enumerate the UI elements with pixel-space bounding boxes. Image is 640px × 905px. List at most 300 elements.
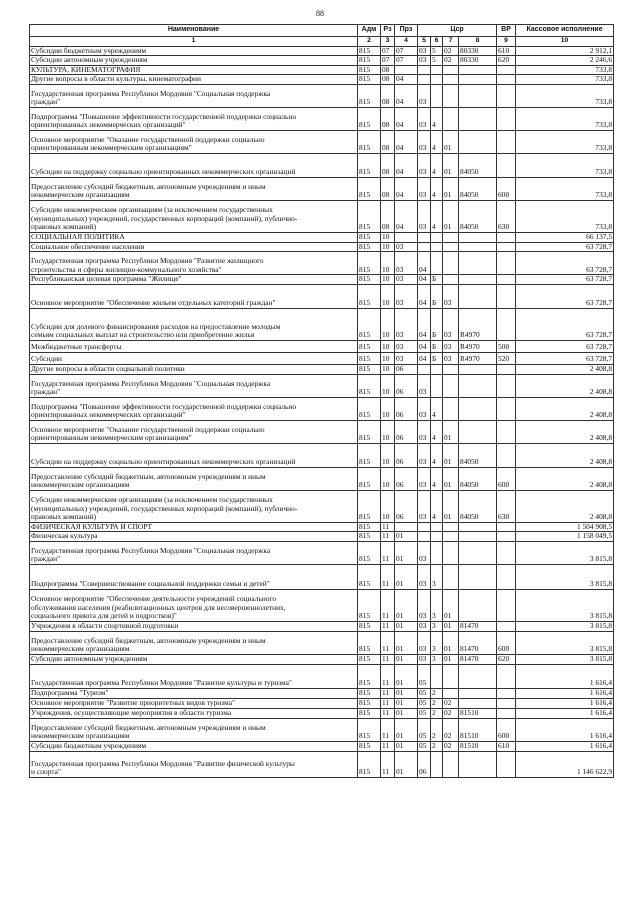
table-row [30,420,614,443]
row-rz: 08 [381,84,395,107]
row-csr-program [418,364,431,374]
row-rz: 11 [381,698,395,708]
row-csr-program: 04 [418,252,431,275]
row-csr-subprogram: 5 [431,46,443,56]
table-row [30,130,614,153]
row-csr-program: 03 [418,467,431,490]
row-adm: 815 [358,46,381,56]
row-csr-subprogram: 4 [431,490,443,522]
table-row [30,352,614,364]
row-prz: 01 [395,589,418,621]
row-csr-subprogram [431,84,443,107]
row-rz: 10 [381,340,395,352]
row-csr-program: 03 [418,107,431,130]
row-csr-subprogram: 4 [431,200,443,232]
row-rz: 08 [381,107,395,130]
table-row [30,631,614,654]
row-prz: 06 [395,374,418,397]
row-adm: 815 [358,308,381,340]
row-amount: 63 728,7 [516,308,614,340]
row-csr-direction: 84050 [459,200,497,232]
row-prz: 01 [395,564,418,589]
row-rz: 08 [381,65,395,75]
table-row [30,741,614,751]
row-csr-measure [443,688,459,698]
row-name: Республиканская целевая программа "Жилище" [30,275,358,285]
table-row [30,397,614,420]
row-csr-direction [459,65,497,75]
row-csr-program [418,75,431,85]
row-csr-measure: 01 [443,443,459,467]
row-name: Государственная программа Республики Мордовия "Развитие физической культуры и спорта" [30,751,358,777]
row-csr-program: 03 [418,397,431,420]
row-csr-measure: 01 [443,467,459,490]
row-rz: 10 [381,252,395,275]
table-body [30,46,614,777]
row-vr: 600 [497,718,516,741]
row-prz: 04 [395,75,418,85]
row-vr [497,153,516,177]
row-csr-subprogram: 2 [431,741,443,751]
row-csr-direction: 84050 [459,467,497,490]
row-vr [497,397,516,420]
row-amount: 733,8 [516,107,614,130]
row-name: СОЦИАЛЬНАЯ ПОЛИТИКА [30,232,358,242]
row-csr-subprogram: 2 [431,688,443,698]
row-amount: 1 616,4 [516,741,614,751]
row-vr: 600 [497,467,516,490]
row-csr-direction [459,532,497,542]
row-name: Подпрограмма "Повышение эффективности государственной поддержки социально ориентированных некоммерческих организаций" [30,397,358,420]
row-csr-measure: 01 [443,654,459,664]
row-prz: 01 [395,541,418,564]
row-csr-measure [443,397,459,420]
row-csr-direction: 84050 [459,490,497,522]
row-adm: 815 [358,541,381,564]
row-vr [497,522,516,532]
table-row [30,522,614,532]
row-prz: 06 [395,490,418,522]
row-prz: 06 [395,420,418,443]
row-rz: 11 [381,522,395,532]
row-vr [497,420,516,443]
row-prz: 01 [395,532,418,542]
header-rz: Рз [381,25,395,37]
row-csr-measure: 03 [443,352,459,364]
row-csr-subprogram: 4 [431,443,443,467]
row-adm: 815 [358,364,381,374]
col-number: 1 [30,37,358,47]
row-csr-subprogram: Б [431,308,443,340]
row-name: Физическая культура [30,532,358,542]
row-csr-program: 03 [418,443,431,467]
table-row [30,664,614,688]
row-amount: 1 158 049,5 [516,532,614,542]
row-csr-subprogram: Б [431,275,443,285]
row-csr-direction [459,252,497,275]
row-csr-measure [443,364,459,374]
row-adm: 815 [358,490,381,522]
row-csr-subprogram: 3 [431,589,443,621]
row-adm: 815 [358,708,381,718]
row-prz: 01 [395,708,418,718]
row-csr-program: 03 [418,153,431,177]
row-csr-measure: 02 [443,718,459,741]
row-vr [497,751,516,777]
row-vr [497,65,516,75]
row-adm: 815 [358,631,381,654]
row-rz: 10 [381,364,395,374]
table-header-row [30,25,614,37]
table-row [30,200,614,232]
row-csr-direction: 84050 [459,177,497,200]
row-csr-measure [443,532,459,542]
row-csr-direction [459,688,497,698]
row-prz: 01 [395,654,418,664]
table-row [30,654,614,664]
row-vr [497,621,516,631]
row-rz: 08 [381,177,395,200]
row-csr-program [418,232,431,242]
row-rz: 10 [381,275,395,285]
row-csr-direction: 81470 [459,631,497,654]
row-name: Другие вопросы в области культуры, кинематографии [30,75,358,85]
row-rz: 10 [381,308,395,340]
row-csr-measure: 03 [443,284,459,308]
row-vr: 620 [497,56,516,66]
row-prz: 03 [395,352,418,364]
row-adm: 815 [358,397,381,420]
row-prz: 03 [395,340,418,352]
row-vr [497,364,516,374]
row-csr-measure [443,374,459,397]
row-amount: 2 408,8 [516,443,614,467]
row-amount: 66 137,5 [516,232,614,242]
row-csr-direction: 81510 [459,718,497,741]
row-amount: 1 616,4 [516,688,614,698]
row-name: Предоставление субсидий бюджетным, автономным учреждениям и иным некоммерческим организациям [30,177,358,200]
row-adm: 815 [358,589,381,621]
table-row [30,340,614,352]
row-csr-measure: 02 [443,698,459,708]
row-adm: 815 [358,84,381,107]
row-rz: 08 [381,130,395,153]
row-csr-measure: 01 [443,177,459,200]
row-csr-direction: 84050 [459,443,497,467]
row-csr-subprogram [431,522,443,532]
row-rz: 11 [381,718,395,741]
row-name: Субсидии автономным учреждениям [30,56,358,66]
row-csr-subprogram [431,232,443,242]
table-row [30,56,614,66]
row-csr-measure: 01 [443,589,459,621]
row-vr: 620 [497,654,516,664]
row-adm: 815 [358,522,381,532]
row-adm: 815 [358,242,381,252]
row-amount: 733,8 [516,200,614,232]
row-name: Учреждения в области спортивной подготовки [30,621,358,631]
row-csr-subprogram [431,751,443,777]
row-amount: 733,8 [516,177,614,200]
row-amount: 1 616,4 [516,708,614,718]
row-csr-subprogram [431,664,443,688]
col-number: 6 [431,37,443,47]
row-amount: 2 408,8 [516,490,614,522]
row-name: Другие вопросы в области социальной политики [30,364,358,374]
row-vr: 630 [497,200,516,232]
row-amount: 1 616,4 [516,698,614,708]
table-row [30,708,614,718]
row-csr-measure: 02 [443,708,459,718]
row-csr-subprogram: 3 [431,564,443,589]
row-csr-program: 03 [418,420,431,443]
row-amount: 733,8 [516,75,614,85]
row-csr-program [418,65,431,75]
row-vr [497,284,516,308]
header-adm: Адм [358,25,381,37]
table-row [30,84,614,107]
row-vr [497,589,516,621]
row-amount: 63 728,7 [516,252,614,275]
row-rz: 10 [381,242,395,252]
row-rz: 11 [381,532,395,542]
col-number: 2 [358,37,381,47]
row-adm: 815 [358,374,381,397]
row-adm: 815 [358,352,381,364]
row-prz: 04 [395,153,418,177]
row-vr [497,84,516,107]
table-row [30,46,614,56]
row-csr-program: 03 [418,541,431,564]
row-csr-subprogram: 4 [431,467,443,490]
row-prz: 04 [395,107,418,130]
table-row [30,564,614,589]
row-csr-program: 06 [418,751,431,777]
row-csr-subprogram [431,242,443,252]
row-amount: 733,8 [516,153,614,177]
row-name: Субсидии на поддержку социально ориентированных некоммерческих организаций [30,443,358,467]
row-prz: 04 [395,130,418,153]
row-rz: 11 [381,664,395,688]
row-vr: 610 [497,741,516,751]
row-vr [497,532,516,542]
column-number-row [30,37,614,47]
row-csr-program: 03 [418,589,431,621]
row-amount: 3 815,8 [516,589,614,621]
row-prz [395,65,418,75]
row-csr-direction [459,130,497,153]
table-row [30,232,614,242]
row-csr-direction [459,420,497,443]
row-csr-program: 03 [418,46,431,56]
row-csr-program: 03 [418,654,431,664]
row-amount: 63 728,7 [516,242,614,252]
row-csr-subprogram: 4 [431,397,443,420]
col-number: 9 [497,37,516,47]
row-csr-direction [459,242,497,252]
row-csr-program: 04 [418,340,431,352]
row-prz: 01 [395,631,418,654]
row-csr-measure [443,751,459,777]
table-row [30,374,614,397]
row-vr [497,698,516,708]
row-csr-direction [459,284,497,308]
row-csr-program: 04 [418,275,431,285]
row-csr-measure: 02 [443,46,459,56]
row-vr: 630 [497,490,516,522]
col-number: 5 [418,37,431,47]
row-csr-subprogram: 2 [431,718,443,741]
row-csr-direction: 81470 [459,621,497,631]
row-csr-program: 03 [418,631,431,654]
row-name: Предоставление субсидий бюджетным, автономным учреждениям и иным некоммерческим организациям [30,718,358,741]
row-name: Основное мероприятие "Обеспечение жильем отдельных категорий граждан" [30,284,358,308]
row-adm: 815 [358,200,381,232]
table-row [30,153,614,177]
row-prz: 04 [395,177,418,200]
row-rz: 10 [381,397,395,420]
row-adm: 815 [358,130,381,153]
row-rz: 10 [381,443,395,467]
row-name: Основное мероприятие "Оказание государственной поддержки социально ориентированным некоммерческим организациям" [30,420,358,443]
col-number: 8 [459,37,497,47]
row-csr-subprogram: 5 [431,56,443,66]
row-csr-measure [443,232,459,242]
row-csr-program: 03 [418,621,431,631]
row-csr-direction: 80330 [459,46,497,56]
row-vr [497,242,516,252]
row-rz: 10 [381,420,395,443]
row-csr-subprogram [431,65,443,75]
row-csr-direction [459,84,497,107]
row-amount: 733,8 [516,65,614,75]
row-csr-subprogram: Б [431,352,443,364]
table-row [30,589,614,621]
row-amount: 2 408,8 [516,364,614,374]
row-csr-subprogram: 3 [431,621,443,631]
row-prz: 06 [395,443,418,467]
row-amount: 3 815,8 [516,631,614,654]
row-name: Государственная программа Республики Мордовия "Социальная поддержка граждан" [30,374,358,397]
row-adm: 815 [358,621,381,631]
row-adm: 815 [358,741,381,751]
row-csr-program: 05 [418,708,431,718]
row-csr-direction [459,364,497,374]
row-csr-measure: 03 [443,340,459,352]
row-adm: 815 [358,420,381,443]
row-prz: 01 [395,751,418,777]
row-csr-measure [443,541,459,564]
row-prz: 03 [395,275,418,285]
row-vr [497,708,516,718]
row-prz: 06 [395,467,418,490]
table-row [30,75,614,85]
row-amount: 63 728,7 [516,275,614,285]
row-csr-subprogram: 3 [431,654,443,664]
row-name: Субсидии некоммерческим организациям (за исключением государственных (муниципальных) учреждений, государственных корпораций (компаний), публично- правовых компаний) [30,200,358,232]
row-vr [497,374,516,397]
row-csr-direction: 84050 [459,153,497,177]
table-row [30,688,614,698]
row-name: Субсидии автономным учреждениям [30,654,358,664]
table-row [30,698,614,708]
row-csr-measure: 02 [443,741,459,751]
row-vr [497,308,516,340]
row-csr-subprogram: Б [431,284,443,308]
row-csr-measure: 01 [443,621,459,631]
row-vr: 610 [497,46,516,56]
row-csr-direction [459,107,497,130]
row-adm: 815 [358,232,381,242]
row-prz: 03 [395,252,418,275]
row-amount: 2 408,8 [516,374,614,397]
row-prz: 03 [395,308,418,340]
row-csr-program: 05 [418,664,431,688]
row-amount: 63 728,7 [516,352,614,364]
row-csr-direction [459,75,497,85]
row-rz: 11 [381,564,395,589]
row-name: Основное мероприятие "Развитие приоритетных видов туризма" [30,698,358,708]
row-vr: 500 [497,340,516,352]
row-vr [497,275,516,285]
table-row [30,308,614,340]
row-csr-measure [443,84,459,107]
row-csr-measure: 01 [443,631,459,654]
row-adm: 815 [358,698,381,708]
row-name: Предоставление субсидий бюджетным, автономным учреждениям и иным некоммерческим организациям [30,467,358,490]
row-csr-direction [459,541,497,564]
row-csr-program: 05 [418,741,431,751]
row-prz: 04 [395,84,418,107]
row-vr [497,130,516,153]
row-csr-program [418,522,431,532]
row-prz: 01 [395,718,418,741]
row-rz: 11 [381,621,395,631]
row-adm: 815 [358,65,381,75]
row-csr-program [418,532,431,542]
budget-execution-table [29,24,614,778]
row-amount: 733,8 [516,130,614,153]
row-csr-measure: 03 [443,308,459,340]
row-name: Субсидии на поддержку социально ориентированных некоммерческих организаций [30,153,358,177]
row-csr-subprogram: 4 [431,107,443,130]
header-vr: ВР [497,25,516,37]
row-name: Подпрограмма "Повышение эффективности государственной поддержки социально ориентированных некоммерческих организаций" [30,107,358,130]
row-adm: 815 [358,654,381,664]
row-prz: 06 [395,397,418,420]
row-adm: 815 [358,284,381,308]
table-row [30,541,614,564]
row-csr-measure [443,252,459,275]
row-csr-subprogram: Б [431,340,443,352]
row-csr-direction [459,664,497,688]
table-row [30,65,614,75]
row-rz: 08 [381,200,395,232]
row-vr [497,688,516,698]
row-adm: 815 [358,177,381,200]
row-amount: 1 146 622,9 [516,751,614,777]
row-csr-subprogram [431,541,443,564]
row-csr-program: 04 [418,284,431,308]
row-prz: 03 [395,242,418,252]
row-amount: 3 815,8 [516,564,614,589]
row-rz: 11 [381,688,395,698]
row-prz: 03 [395,284,418,308]
row-csr-subprogram: 4 [431,153,443,177]
row-adm: 815 [358,688,381,698]
row-name: Государственная программа Республики Мордовия "Развитие жилищного строительства и сферы жилищно-коммунального хозяйства" [30,252,358,275]
row-csr-measure: 01 [443,130,459,153]
